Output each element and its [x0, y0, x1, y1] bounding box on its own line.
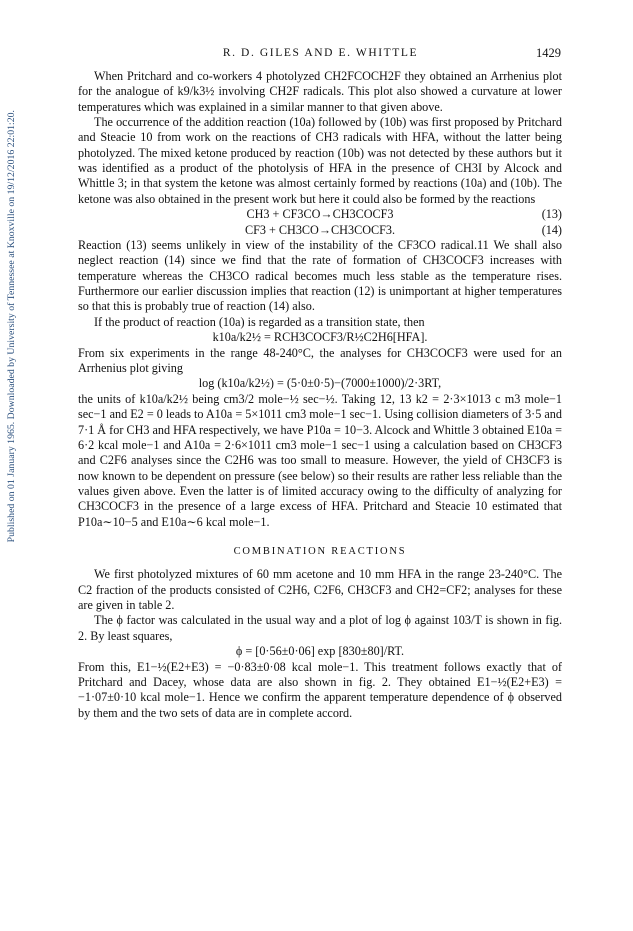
equation-13-number: (13)	[541, 207, 562, 222]
article-body	[78, 69, 562, 721]
equation-13	[78, 207, 562, 223]
paragraph-six-experiments: From six experiments in the range 48-240°C, the analyses for CH3COCF3 were used for an Arrhenius plot giving	[78, 345, 562, 375]
page-number: 1429	[536, 46, 561, 60]
download-watermark-text: Published on 01 January 1965. Downloaded by University of Tennessee at Knoxville on 19/12/2016 22:01:20.	[6, 110, 17, 543]
running-header	[80, 47, 561, 63]
paragraph-conclusion: From this, E1−½(E2+E3) = −0·83±0·08 kcal mole−1. This treatment follows exactly that of Pritchard and Dacey, whose data are also shown in fig. 2. They obtained E1−½(E2+E3) = −1·07±0·10 kcal mole−1. Hence we confirm the apparent temperature dependence of ϕ observed by them and the two sets of data are in complete accord.	[78, 659, 562, 720]
download-watermark	[6, 110, 20, 610]
paragraph-phi-factor: The ϕ factor was calculated in the usual way and a plot of log ϕ against 103/T is shown in fig. 2. By least squares,	[78, 613, 562, 643]
equation-14-number: (14)	[541, 222, 562, 237]
paragraph-units-and-collision: the units of k10a/k2½ being cm3/2 mole−½ sec−½. Taking 12, 13 k2 = 2·3×1013 c m3 mole−1 sec−1 and E2 = 0 leads to A10a = 5×1011 cm3 mole−1 sec−1. Using collision diameters of 3·5 and 7·1 Å for CH3 and HFA respectively, we have P10a = 10−3. Alcock and Whittle 3 obtained E10a = 6·2 kcal mole−1 and A10a = 2·6×1011 cm3 mole−1 sec−1 using a calculation based on CH3CF3 and C2F6 analyses since the C2H6 was too small to measure. However, the yield of CH3CF3 is now known to be dependent on pressure (see below) so their results are rather less reliable than the values given above. Even the latter is of limited accuracy owing to the difficulty of analyzing for CH3COCF3 in the presence of a large excess of HFA. Pritchard and Steacie 10 estimated that P10a∼10−5 and E10a∼6 kcal mole−1.	[78, 391, 562, 529]
equation-14-text: CF3 + CH3CO→CH3COCF3.	[244, 222, 396, 237]
paragraph-reaction-13: Reaction (13) seems unlikely in view of the instability of the CF3CO radical.11 We shall also neglect reaction (14) since we find that the rate of formation of CH3COCF3 increases with temperature whereas the CH3CO radical becomes much less stable as the temperature rises. Furthermore our earlier discussion implies that reaction (12) is unimportant at higher temperatures so that this is probably true of reaction (14) also.	[78, 238, 562, 314]
equation-14	[78, 223, 562, 239]
equation-transition-state: k10a/k2½ = RCH3COCF3/R½C2H6[HFA].	[212, 330, 428, 345]
paragraph-addition-reaction: The occurrence of the addition reaction (10a) followed by (10b) was first proposed by Pritchard and Steacie 10 from work on the reactions of CH3 radicals with HFA, without the latter being photolyzed. The mixed ketone produced by reaction (10b) was not detected by these authors but it was identified as a product of the photolysis of HFA in the presence of CH3I by Alcock and Whittle 3; in that system the ketone was almost certainly formed by reactions (10a) and (10b). The ketone was also obtained in the present work but here it could also be formed by the reactions	[78, 115, 562, 206]
paragraph-pritchard-arrhenius: When Pritchard and co-workers 4 photolyzed CH2FCOCH2F they obtained an Arrhenius plot for the analogue of k9/k3½ involving CH2F radicals. This plot also showed a curvature at lower temperatures which was explained in a similar manner to that given above.	[78, 69, 562, 114]
running-header-authors: R. D. GILES AND E. WHITTLE	[222, 47, 419, 59]
paragraph-transition-state: If the product of reaction (10a) is regarded as a transition state, then	[94, 314, 425, 329]
equation-phi: ϕ = [0·56±0·06] exp [830±80]/RT.	[235, 644, 405, 658]
section-heading: COMBINATION REACTIONS	[233, 545, 407, 557]
paragraph-photolyzed-mixtures: We first photolyzed mixtures of 60 mm acetone and 10 mm HFA in the range 23-240°C. The C2 fraction of the products consisted of C2H6, C2F6, CH3CF3 and CH2=CF2; analyses for these are given in table 2.	[78, 567, 562, 612]
equation-arrhenius-log: log (k10a/k2½) = (5·0±0·5)−(7000±1000)/2·3RT,	[198, 376, 442, 391]
equation-13-text: CH3 + CF3CO→CH3COCF3	[246, 207, 394, 222]
